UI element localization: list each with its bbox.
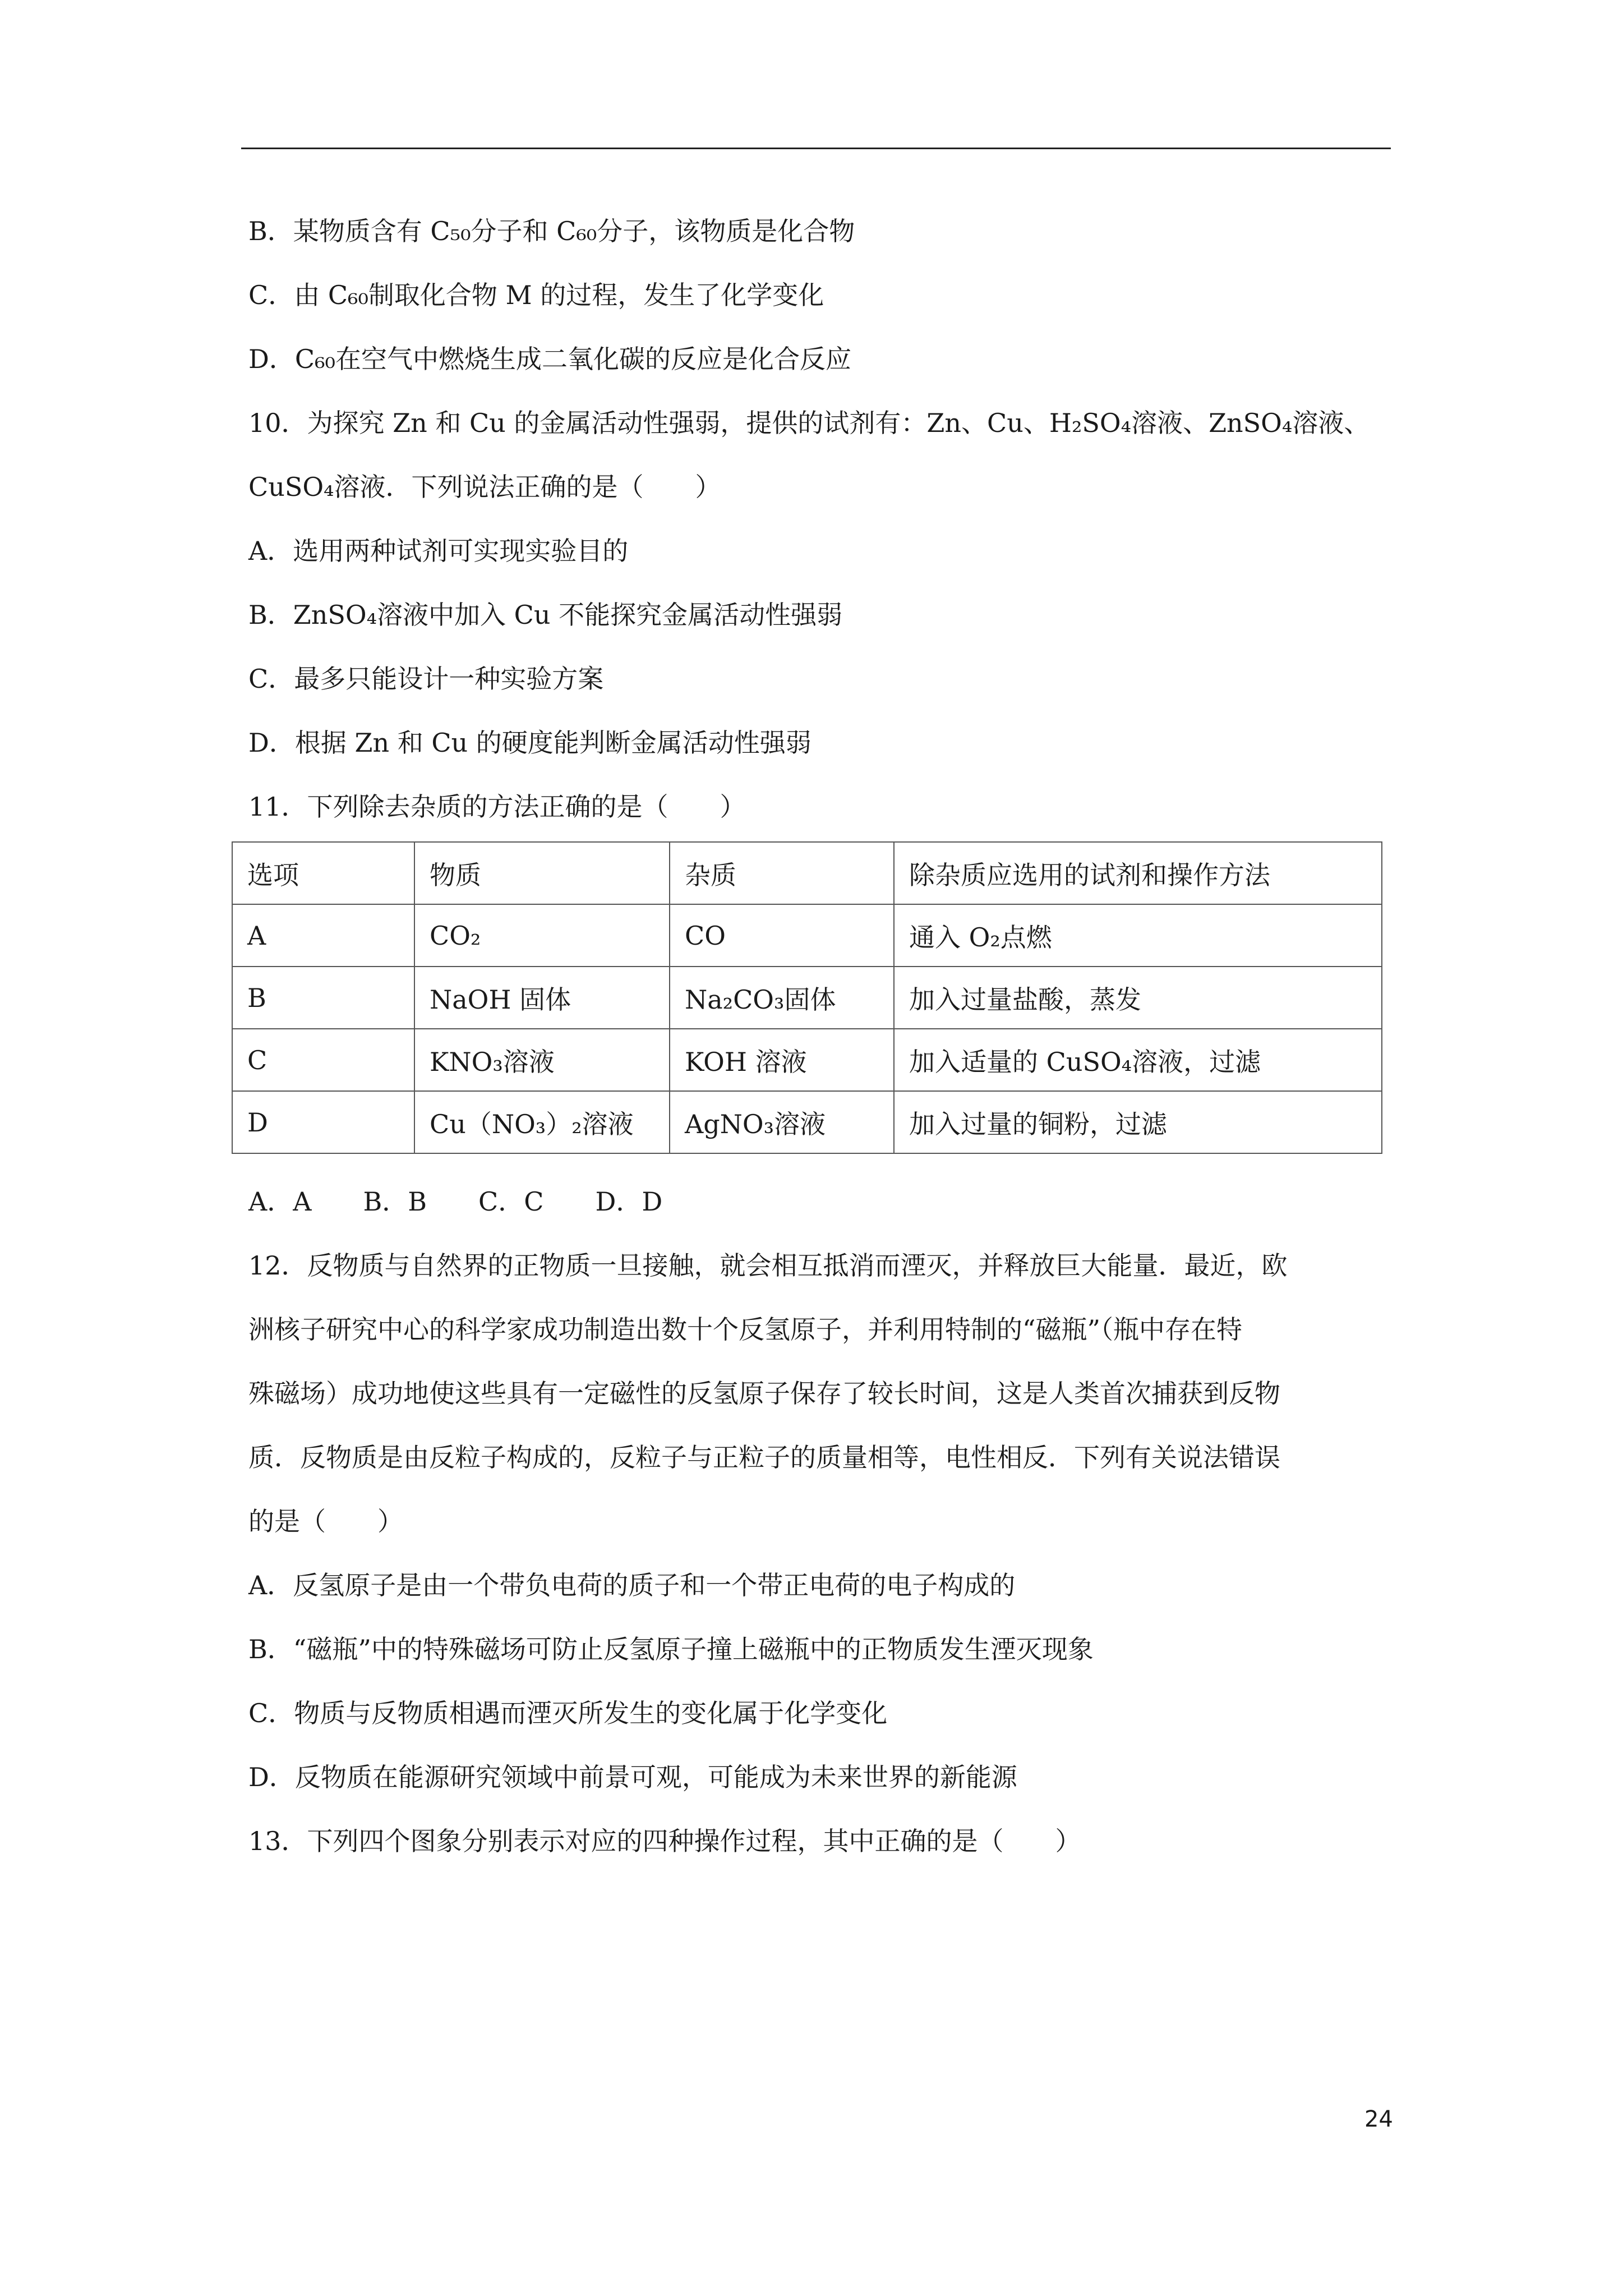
q10-option-d: D．根据 Zn 和 Cu 的硬度能判断金属活动性强弱 [248,728,811,758]
q12-stem-line4: 质．反物质是由反粒子构成的，反粒子与正粒子的质量相等，电性相反．下列有关说法错误 [248,1442,1280,1473]
q9-option-d: D．C₆₀在空气中燃烧生成二氧化碳的反应是化合反应 [248,344,851,374]
table-cell: 通入 O₂点燃 [894,904,1382,967]
table-cell: KNO₃溶液 [414,1029,670,1091]
table-cell: A [232,904,414,967]
table-row [232,967,1382,1029]
table-cell: D [232,1091,414,1153]
q11-table [232,841,1382,1154]
table-header-row [232,842,1382,904]
table-cell: CO [670,904,894,967]
table-cell: KOH 溶液 [670,1029,894,1091]
table-cell: AgNO₃溶液 [670,1091,894,1153]
table-cell: NaOH 固体 [414,967,670,1029]
table-cell: 加入过量盐酸，蒸发 [894,967,1382,1029]
q12-option-c: C．物质与反物质相遇而湮灭所发生的变化属于化学变化 [248,1698,888,1728]
q12-stem-line5: 的是（ ） [248,1506,403,1536]
q12-option-b: B．“磁瓶”中的特殊磁场可防止反氢原子撞上磁瓶中的正物质发生湮灭现象 [248,1634,1094,1664]
q9-option-b: B．某物质含有 C₅₀分子和 C₆₀分子，该物质是化合物 [248,216,855,246]
table-cell: C [232,1029,414,1091]
q12-option-d: D．反物质在能源研究领域中前景可观，可能成为未来世界的新能源 [248,1762,1017,1792]
table-cell: 加入过量的铜粉，过滤 [894,1091,1382,1153]
q10-option-a: A．选用两种试剂可实现实验目的 [248,536,629,566]
table-row [232,1029,1382,1091]
q10-option-c: C．最多只能设计一种实验方案 [248,664,604,694]
table-row [232,904,1382,967]
q13-stem: 13．下列四个图象分别表示对应的四种操作过程，其中正确的是（ ） [248,1826,1081,1856]
table-cell: Cu（NO₃）₂溶液 [414,1091,670,1153]
q10-stem-line1: 10．为探究 Zn 和 Cu 的金属活动性强弱，提供的试剂有：Zn、Cu、H₂SO₄溶液、ZnSO₄溶液、 [248,408,1370,438]
table-cell: CO₂ [414,904,670,967]
table-row [232,1091,1382,1153]
table-header-cell: 杂质 [670,842,894,904]
table-header-cell: 物质 [414,842,670,904]
q12-stem-line3: 殊磁场）成功地使这些具有一定磁性的反氢原子保存了较长时间，这是人类首次捕获到反物 [248,1378,1280,1409]
table-cell: B [232,967,414,1029]
table-header-cell: 选项 [232,842,414,904]
page-number: 24 [1364,2106,1393,2132]
header-rule [241,148,1391,149]
q11-options: A．A B．B C．C D．D [248,1186,663,1217]
q12-stem-line1: 12．反物质与自然界的正物质一旦接触，就会相互抵消而湮灭，并释放巨大能量．最近，欧 [248,1250,1288,1281]
q12-option-a: A．反氢原子是由一个带负电荷的质子和一个带正电荷的电子构成的 [248,1570,1016,1600]
q11-stem: 11．下列除去杂质的方法正确的是（ ） [248,792,746,822]
table-header-cell: 除杂质应选用的试剂和操作方法 [894,842,1382,904]
q10-option-b: B．ZnSO₄溶液中加入 Cu 不能探究金属活动性强弱 [248,600,843,630]
table-cell: 加入适量的 CuSO₄溶液，过滤 [894,1029,1382,1091]
table-cell: Na₂CO₃固体 [670,967,894,1029]
q9-option-c: C．由 C₆₀制取化合物 M 的过程，发生了化学变化 [248,280,824,310]
q12-stem-line2: 洲核子研究中心的科学家成功制造出数十个反氢原子，并利用特制的“磁瓶”（瓶中存在特 [248,1314,1243,1345]
q10-stem-line2: CuSO₄溶液．下列说法正确的是（ ） [248,472,721,502]
